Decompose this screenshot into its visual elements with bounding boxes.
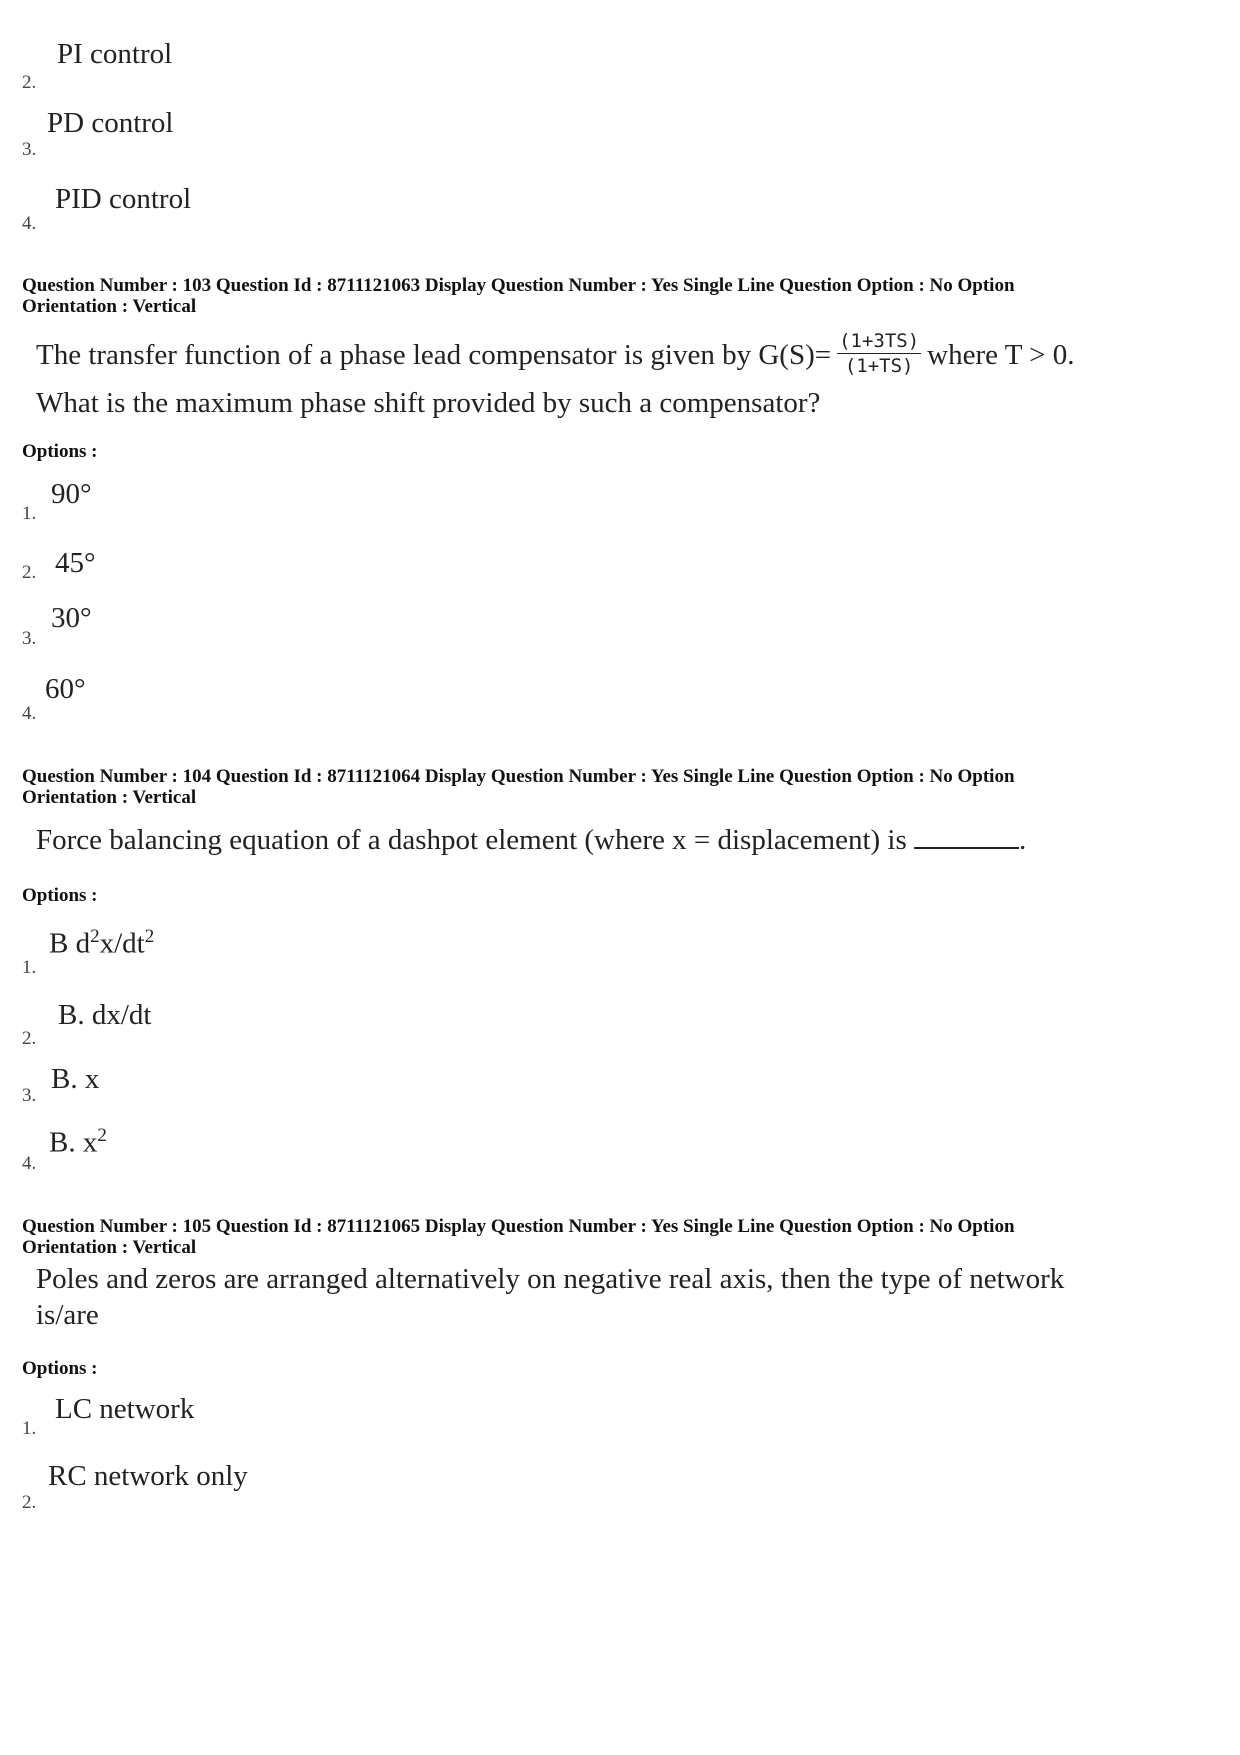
option-number: 4. <box>22 213 37 234</box>
superscript: 2 <box>144 926 155 947</box>
option-number: 2. <box>22 72 37 93</box>
option-number: 1. <box>22 503 37 524</box>
question-text-line1 <box>36 330 1075 382</box>
question-meta-line1: Question Number : 104 Question Id : 8711121064 Display Question Number : Yes Single Line Question Option : No Option <box>22 766 1015 787</box>
question-meta-line1: Question Number : 105 Question Id : 8711121065 Display Question Number : Yes Single Line Question Option : No Option <box>22 1216 1015 1237</box>
option-text <box>49 926 154 961</box>
options-label: Options : <box>22 885 98 906</box>
option-text: PI control <box>57 38 173 70</box>
options-label: Options : <box>22 1358 98 1379</box>
question-meta <box>22 275 1015 317</box>
option-text-part: B. x <box>49 1126 98 1159</box>
option-number: 1. <box>22 957 37 978</box>
option-text <box>49 1125 107 1160</box>
fraction-numerator: (1+3TS) <box>839 329 920 352</box>
question-text-line2: is/are <box>36 1299 99 1331</box>
question-text-a: The transfer function of a phase lead compensator is given by G(S)= <box>36 339 832 371</box>
option-number: 1. <box>22 1418 37 1439</box>
option-number: 2. <box>22 562 37 583</box>
question-meta-line2: Orientation : Vertical <box>22 296 197 317</box>
question-meta-line2: Orientation : Vertical <box>22 787 197 808</box>
superscript: 2 <box>90 926 100 947</box>
option-number: 4. <box>22 703 37 724</box>
transfer-function-fraction <box>837 329 921 378</box>
option-number: 2. <box>22 1028 37 1049</box>
option-number: 3. <box>22 139 37 160</box>
answer-blank <box>914 827 1019 849</box>
option-text: 30° <box>51 602 92 634</box>
question-text-main: Force balancing equation of a dashpot element (where x = displacement) is <box>36 824 907 856</box>
question-text <box>36 815 1026 866</box>
question-text-line1: Poles and zeros are arranged alternatively on negative real axis, then the type of network <box>36 1263 1065 1295</box>
question-meta <box>22 1216 1015 1258</box>
options-label: Options : <box>22 441 98 462</box>
option-text: PD control <box>47 107 174 139</box>
option-text: PID control <box>55 183 192 215</box>
question-meta-line2: Orientation : Vertical <box>22 1237 197 1258</box>
fraction-denominator: (1+TS) <box>844 354 914 377</box>
question-meta-line1: Question Number : 103 Question Id : 8711121063 Display Question Number : Yes Single Line Question Option : No Option <box>22 275 1015 296</box>
option-text: B. dx/dt <box>58 999 152 1031</box>
option-text: 60° <box>45 673 86 705</box>
option-number: 4. <box>22 1153 37 1174</box>
question-text-line2: What is the maximum phase shift provided by such a compensator? <box>36 387 821 419</box>
option-text-part: B d <box>49 927 91 960</box>
option-number: 3. <box>22 628 37 649</box>
option-text: LC network <box>55 1393 195 1425</box>
option-text-part: x/dt <box>99 927 145 960</box>
superscript: 2 <box>97 1125 107 1146</box>
option-text: RC network only <box>48 1460 248 1492</box>
option-number: 2. <box>22 1492 37 1513</box>
question-text-b: where T > 0. <box>927 339 1075 371</box>
option-number: 3. <box>22 1085 37 1106</box>
question-meta <box>22 766 1015 808</box>
option-text: B. x <box>51 1063 100 1095</box>
question-text-end: . <box>1019 824 1027 856</box>
option-text: 45° <box>55 547 96 579</box>
option-text: 90° <box>51 478 92 510</box>
